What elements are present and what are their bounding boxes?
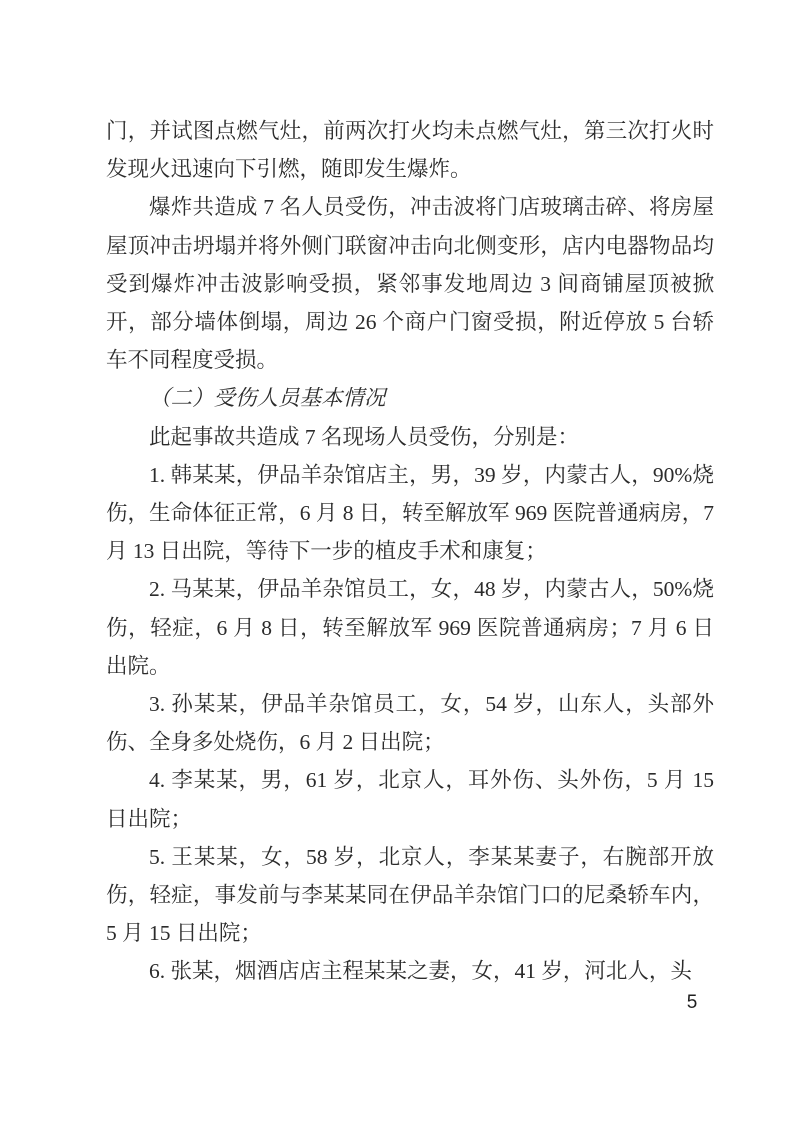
paragraph-continuation: 门，并试图点燃气灶，前两次打火均未点燃气灶，第三次打火时发现火迅速向下引燃，随即发生爆炸。 [106,119,714,182]
list-item-victim-1: 1. 韩某某，伊品羊杂馆店主，男，39 岁，内蒙古人，90%烧伤，生命体征正常，6 月 8 日，转至解放军 969 医院普通病房，7 月 13 日出院，等待下一步的植皮手术和康复； [106,462,714,564]
section-heading-injured-persons: （二）受伤人员基本情况 [149,386,386,411]
page-number: 5 [686,992,698,1013]
list-item-victim-2: 2. 马某某，伊品羊杂馆员工，女，48 岁，内蒙古人，50%烧伤，轻症，6 月 8 日，转至解放军 969 医院普通病房；7 月 6 日出院。 [106,577,714,678]
list-item-victim-6: 6. 张某，烟酒店店主程某某之妻，女，41 岁，河北人，头 [149,959,692,984]
paragraph-explosion-damage: 爆炸共造成 7 名人员受伤，冲击波将门店玻璃击碎、将房屋屋顶冲击坍塌并将外侧门联窗冲击向北侧变形，店内电器物品均受到爆炸冲击波影响受损，紧邻事发地周边 3 间商铺屋顶被掀开，部分墙体倒塌，周边 26 个商户门窗受损，附近停放 5 台轿车不同程度受损。 [106,195,714,373]
list-item-victim-3: 3. 孙某某，伊品羊杂馆员工，女，54 岁，山东人，头部外伤、全身多处烧伤，6 月 2 日出院； [106,692,714,755]
document-body [106,112,714,991]
list-item-victim-5: 5. 王某某，女，58 岁，北京人，李某某妻子，右腕部开放伤，轻症，事发前与李某某同在伊品羊杂馆门口的尼桑轿车内，5 月 15 日出院； [106,844,714,946]
paragraph-injured-intro: 此起事故共造成 7 名现场人员受伤，分别是： [149,424,580,449]
list-item-victim-4: 4. 李某某，男，61 岁，北京人，耳外伤、头外伤，5 月 15 日出院； [106,768,714,831]
